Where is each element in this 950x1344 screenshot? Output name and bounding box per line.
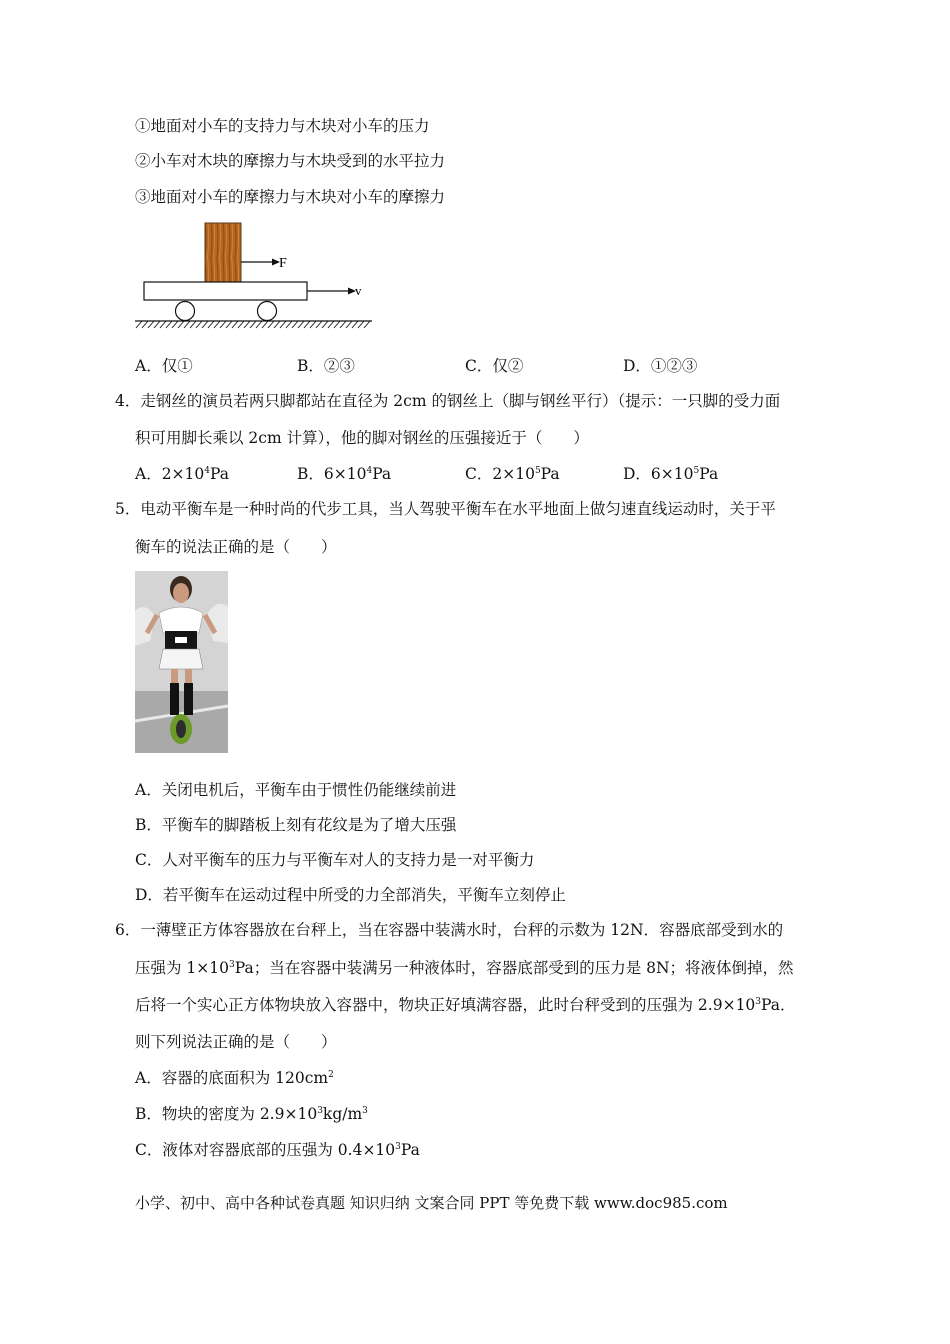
q6-stem-line-4: 则下列说法正确的是（ ） (135, 1033, 337, 1051)
q6-option-c: C．液体对容器底部的压强为 $0.4\times 10^3Pa$ (135, 1141, 420, 1159)
balance-scooter-photo (135, 571, 228, 753)
q4-option-c: C．$2\times 10^5Pa$ (465, 465, 560, 483)
cart-wheel-left (176, 302, 195, 321)
block-cart-diagram (132, 220, 377, 335)
q4-option-d: D．$6\times 10^5Pa$ (623, 465, 719, 483)
q6-option-a: A．容器的底面积为 $120cm^2$ (135, 1069, 334, 1087)
q6-stem-line-3: 后将一个实心正方体物块放入容器中，物块正好填满容器，此时台秤受到的压强为 $2.9\times 10^3Pa$． (135, 996, 796, 1014)
q5-option-c: C．人对平衡车的压力与平衡车对人的支持力是一对平衡力 (135, 851, 535, 869)
wood-block (205, 223, 241, 282)
force-label: F (279, 256, 287, 271)
q3-option-d: D．①②③ (623, 357, 698, 375)
q3-option-a: A．仅① (135, 357, 193, 375)
q5-option-d: D．若平衡车在运动过程中所受的力全部消失，平衡车立刻停止 (135, 886, 566, 904)
q3-option-c: C．仅② (465, 357, 524, 375)
q6-stem-line-1: 6．一薄壁正方体容器放在台秤上，当在容器中装满水时，台秤的示数为 12N．容器底部受到水的 (115, 921, 784, 939)
q4-option-b: B．$6\times 10^4Pa$ (297, 465, 392, 483)
q4-stem-line-1: 4．走钢丝的演员若两只脚都站在直径为 2cm 的钢丝上（脚与钢丝平行）（提示：一只脚的受力面 (115, 392, 781, 410)
q3-statement-2: ②小车对木块的摩擦力与木块受到的水平拉力 (135, 152, 446, 170)
q5-option-a: A．关闭电机后，平衡车由于惯性仍能继续前进 (135, 781, 457, 799)
q5-option-b: B．平衡车的脚踏板上刻有花纹是为了增大压强 (135, 816, 457, 834)
q5-stem-line-1: 5．电动平衡车是一种时尚的代步工具，当人驾驶平衡车在水平地面上做匀速直线运动时，关于平 (115, 500, 776, 518)
q4-option-a: A．$2\times 10^4Pa$ (135, 465, 229, 483)
q6-option-b: B．物块的密度为 $2.9\times 10^3kg/m^3$ (135, 1105, 368, 1123)
q6-stem-line-2: 压强为 $1\times 10^3Pa$；当在容器中装满另一种液体时，容器底部受到的压力是 8N；将液体倒掉，然 (135, 959, 794, 977)
q3-statement-1: ①地面对小车的支持力与木块对小车的压力 (135, 117, 430, 135)
q3-statement-3: ③地面对小车的摩擦力与木块对小车的摩擦力 (135, 188, 446, 206)
page-footer: 小学、初中、高中各种试卷真题 知识归纳 文案合同 PPT 等免费下载 www.doc985.com (135, 1194, 728, 1212)
cart-wheel-right (258, 302, 277, 321)
velocity-label: v (355, 283, 362, 298)
q5-stem-line-2: 衡车的说法正确的是（ ） (135, 538, 337, 556)
ground-hatching (136, 321, 370, 328)
q3-option-b: B．②③ (297, 357, 355, 375)
cart-body (144, 282, 307, 300)
q4-stem-line-2: 积可用脚长乘以 2cm 计算），他的脚对钢丝的压强接近于（ ） (135, 429, 589, 447)
